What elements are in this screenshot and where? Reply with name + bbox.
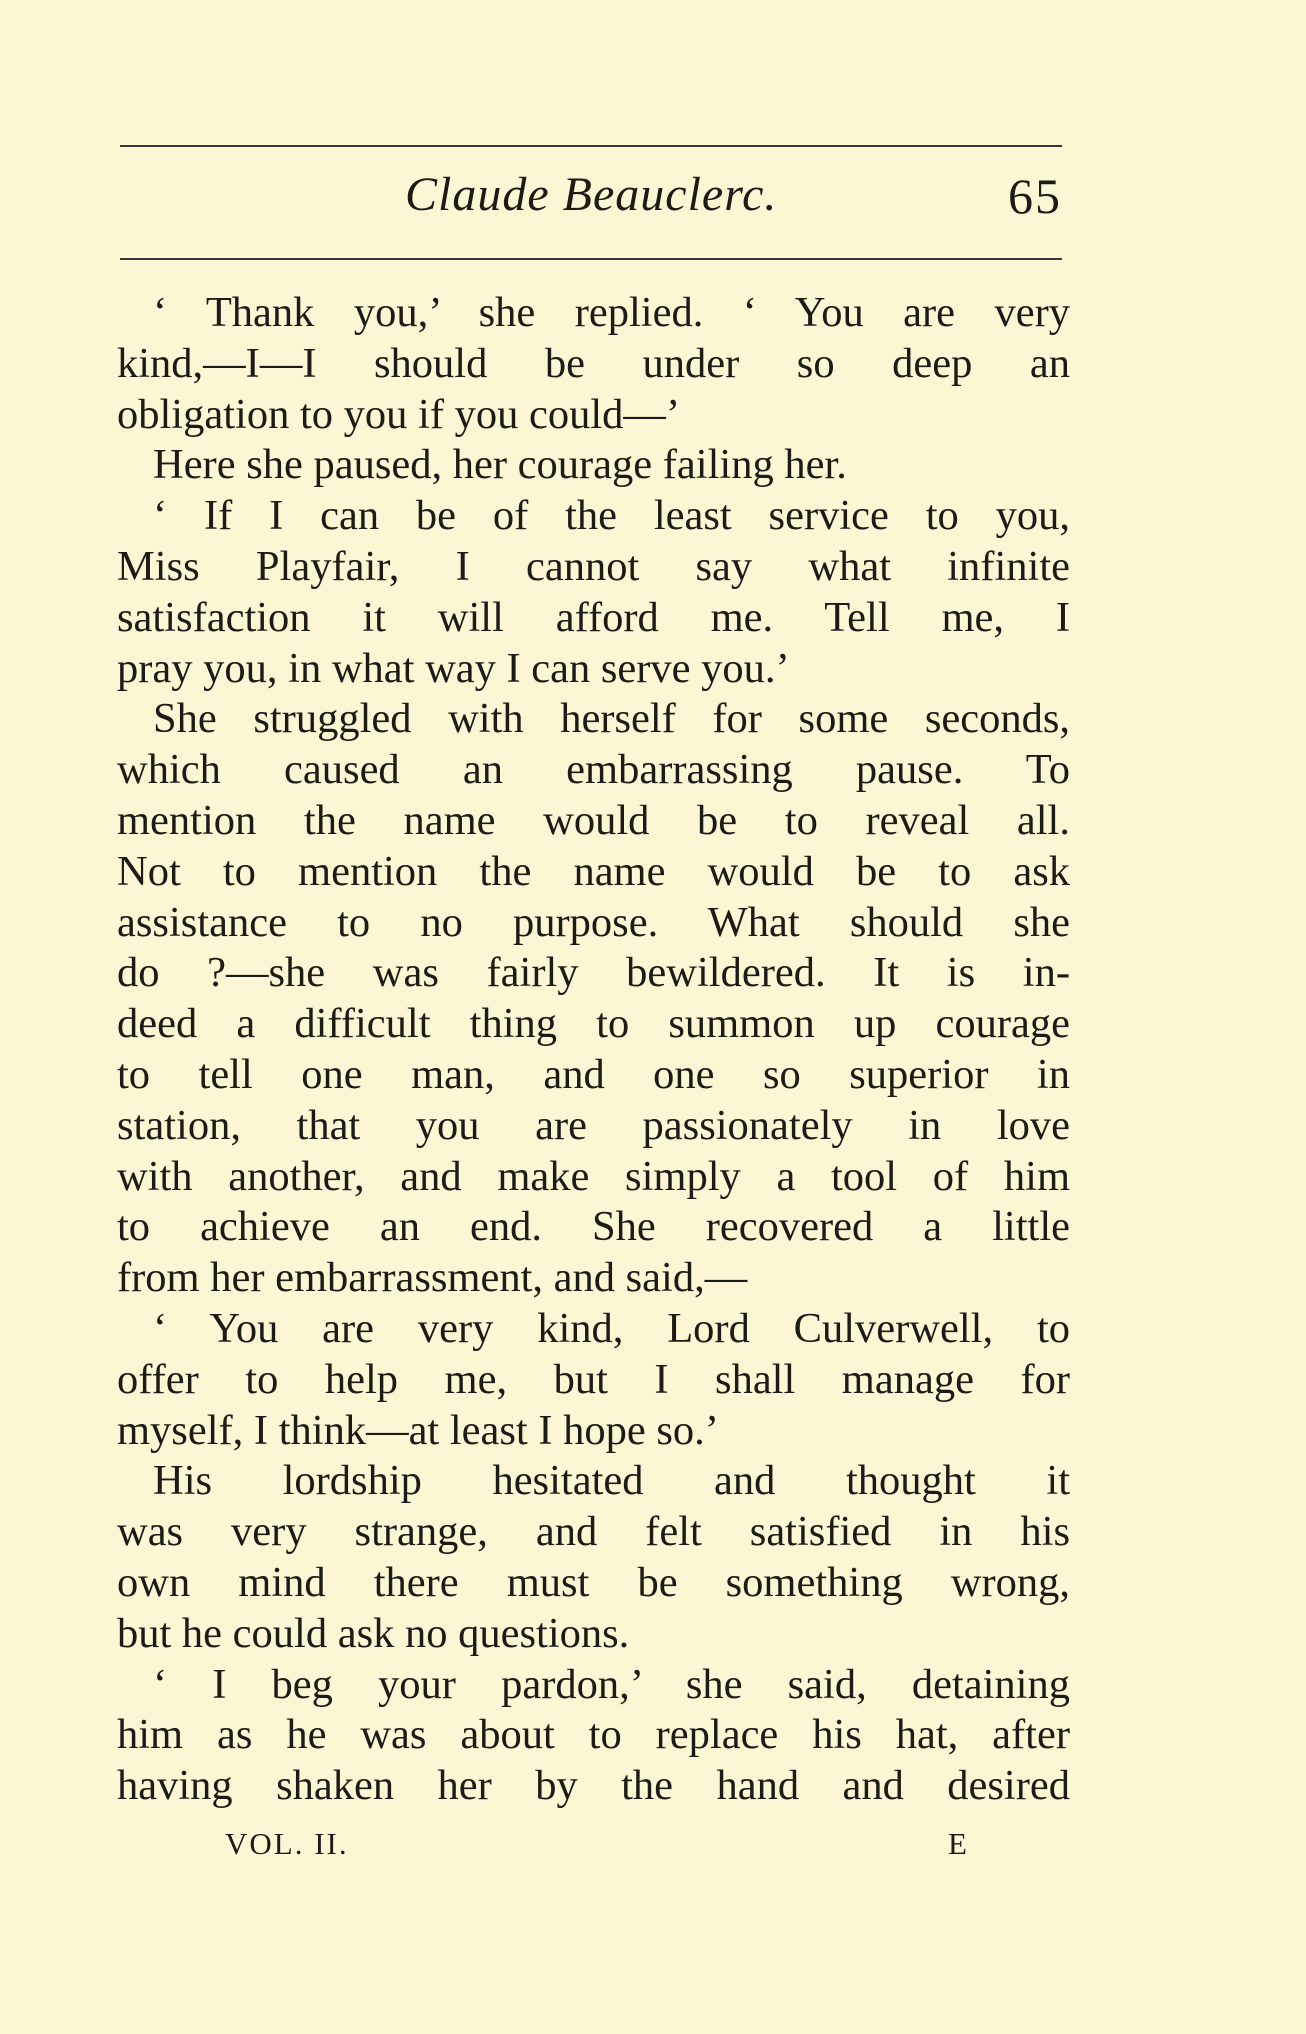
text-line: him as he was about to replace his hat, after: [117, 1711, 1070, 1759]
header-rule-bottom: [120, 258, 1062, 260]
text-line: Here she paused, her courage failing her.: [153, 441, 847, 489]
page-footer: [120, 1826, 1062, 1866]
text-line: assistance to no purpose. What should she: [117, 898, 1070, 946]
text-line: with another, and make simply a tool of him: [117, 1152, 1070, 1200]
text-line: from her embarrassment, and said,—: [117, 1254, 748, 1302]
text-line: deed a difficult thing to summon up courage: [117, 1000, 1070, 1048]
page-number: 65: [1008, 168, 1062, 224]
text-line: ‘ You are very kind, Lord Culverwell, to: [153, 1304, 1070, 1352]
text-line: myself, I think—at least I hope so.’: [117, 1406, 719, 1454]
text-line: obligation to you if you could—’: [117, 390, 681, 438]
text-line: His lordship hesitated and thought it: [153, 1457, 1070, 1505]
text-line: ‘ I beg your pardon,’ she said, detaining: [153, 1660, 1070, 1708]
text-line: own mind there must be something wrong,: [117, 1558, 1070, 1606]
text-line: She struggled with herself for some seconds,: [153, 695, 1070, 743]
text-line: mention the name would be to reveal all.: [117, 796, 1070, 844]
gathering-signature: E: [948, 1826, 969, 1861]
running-header: [120, 165, 1062, 235]
text-line: station, that you are passionately in love: [117, 1101, 1070, 1149]
text-line: having shaken her by the hand and desired: [117, 1762, 1070, 1810]
header-rule-top: [120, 145, 1062, 147]
text-line: to tell one man, and one so superior in: [117, 1050, 1070, 1098]
text-line: kind,—I—I should be under so deep an: [117, 339, 1070, 387]
text-line: which caused an embarrassing pause. To: [117, 746, 1070, 794]
text-line: to achieve an end. She recovered a little: [117, 1203, 1070, 1251]
text-line: pray you, in what way I can serve you.’: [117, 644, 790, 692]
text-line: Not to mention the name would be to ask: [117, 847, 1070, 895]
text-line: satisfaction it will afford me. Tell me, I: [117, 593, 1070, 641]
volume-signature: VOL. II.: [225, 1826, 349, 1861]
text-line: but he could ask no questions.: [117, 1609, 630, 1657]
text-line: Miss Playfair, I cannot say what infinite: [117, 542, 1070, 590]
text-line: offer to help me, but I shall manage for: [117, 1355, 1070, 1403]
text-line: ‘ If I can be of the least service to you,: [153, 492, 1070, 540]
text-line: was very strange, and felt satisfied in his: [117, 1508, 1070, 1556]
text-line: do ?—she was fairly bewildered. It is in-: [117, 949, 1070, 997]
text-line: ‘ Thank you,’ she replied. ‘ You are very: [153, 289, 1070, 336]
running-title: Claude Beauclerc.: [405, 168, 778, 221]
body-text: [117, 288, 1070, 1812]
